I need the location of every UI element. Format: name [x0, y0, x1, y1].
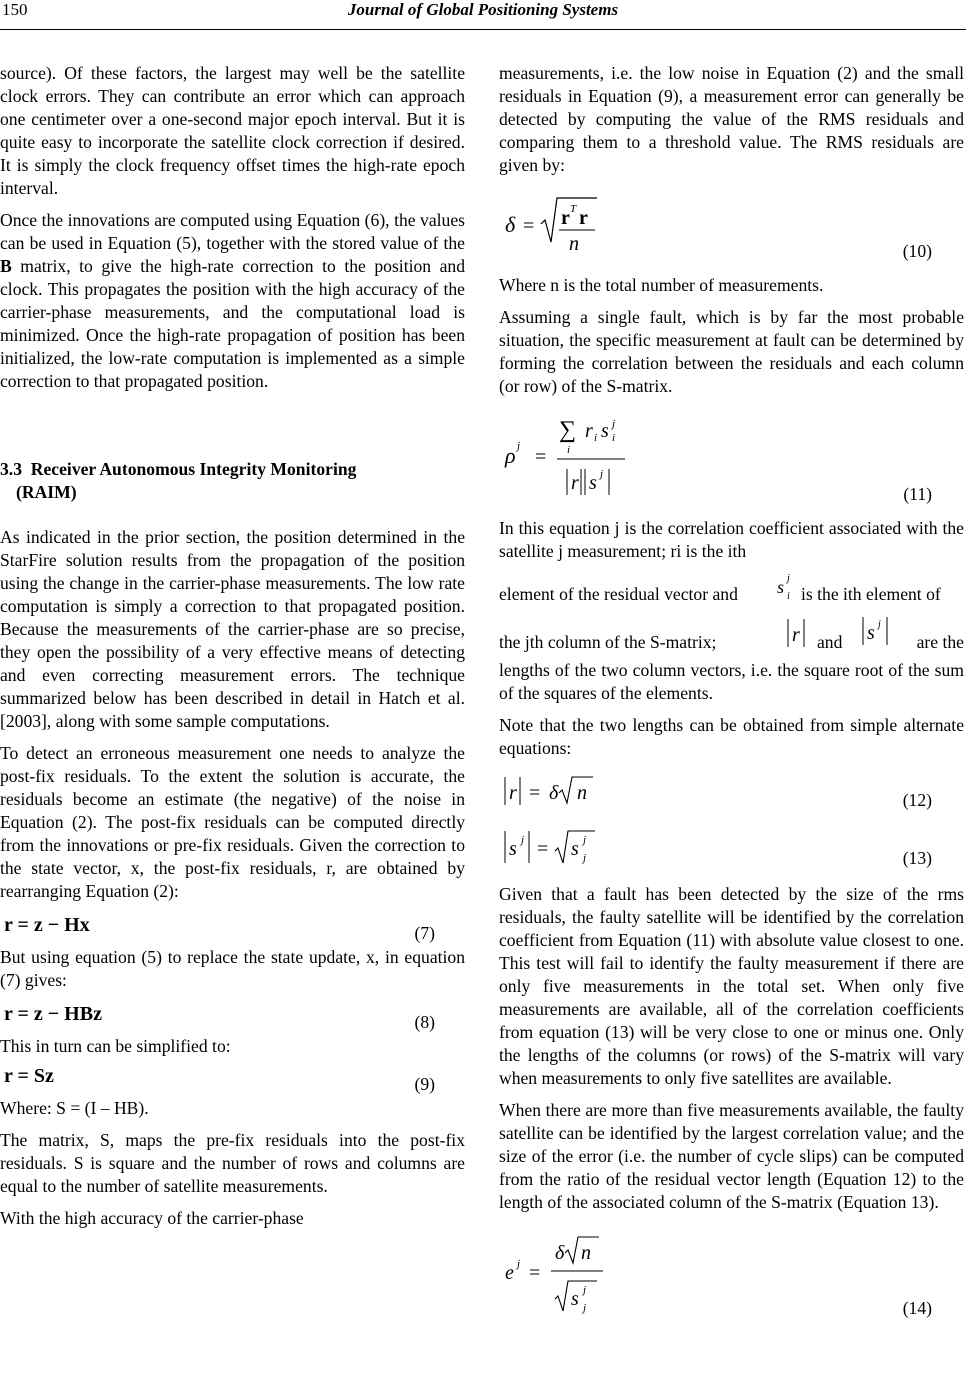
equation-10-formula — [501, 190, 701, 270]
svg-text:j: j — [517, 1258, 521, 1270]
svg-text:s: s — [867, 622, 875, 644]
spacer — [0, 402, 465, 458]
paragraph: lengths of the two column vectors, i.e. the square root of the sum of the squares of the elements. — [499, 660, 964, 703]
equation-13-formula — [501, 825, 661, 877]
svg-text:j: j — [878, 619, 881, 630]
svg-text:s: s — [571, 838, 579, 860]
svg-text:s: s — [777, 577, 785, 597]
svg-text:r: r — [509, 782, 517, 804]
svg-text:=: = — [529, 782, 541, 804]
svg-text:i: i — [612, 432, 616, 444]
svg-text:j: j — [787, 573, 790, 584]
svg-text:s: s — [571, 1288, 579, 1310]
equation-10 — [499, 186, 964, 274]
svg-text:=: = — [535, 446, 547, 468]
svg-text:=: = — [523, 215, 535, 237]
svg-text:s: s — [601, 420, 609, 442]
equation-7 — [0, 912, 465, 946]
equation-14-number: (14) — [902, 1298, 932, 1318]
equation-9-number: (9) — [414, 1074, 435, 1094]
equation-11-formula — [501, 407, 701, 507]
svg-text:=: = — [529, 1262, 541, 1284]
text: the jth column of the S-matrix; — [499, 632, 717, 652]
section-heading — [0, 458, 465, 504]
svg-text:δ: δ — [549, 782, 559, 804]
svg-text:e: e — [505, 1262, 514, 1284]
text: element of the residual vector and — [499, 584, 738, 604]
equation-14 — [499, 1223, 964, 1323]
svg-text:i: i — [567, 444, 571, 456]
svg-text:r: r — [571, 472, 579, 494]
section-title: Receiver Autonomous Integrity Monitoring — [30, 459, 357, 479]
header-rule — [0, 29, 966, 30]
equation-9 — [0, 1063, 465, 1097]
svg-text:n: n — [581, 1242, 591, 1264]
section-number: 3.3 — [0, 459, 22, 479]
svg-text:i: i — [594, 432, 598, 444]
svg-text:r: r — [792, 624, 800, 646]
svg-text:i: i — [787, 591, 790, 602]
text: are the — [916, 632, 964, 652]
equation-12-formula — [501, 771, 661, 815]
svg-text:j: j — [583, 1284, 587, 1296]
paragraph: measurements, i.e. the low noise in Equation (2) and the small residuals in Equation (9), a measurement error can generally be detected by computing the value of the RMS residuals and comparing them to a threshold value. The RMS residuals are given by: — [499, 63, 964, 175]
equation-11-number: (11) — [903, 484, 932, 504]
paragraph: As indicated in the prior section, the position determined in the StarFire solution results from the propagation of the position using the change in the carrier-phase measurements. The low rate computation is simply a correction to that propagated position. Because the measurements of the carrier-phase are so precise, they open the possibility of a very effective means of detecting and even correcting measurement errors. The technique summarized below has been described in detail in Hatch et al. [2003], along with some sample computations. — [0, 527, 465, 731]
equation-7-formula: r = z − Hx — [4, 914, 90, 936]
r-norm-symbol — [782, 615, 812, 655]
text: is the ith element of — [801, 584, 941, 604]
equation-12 — [499, 769, 964, 823]
svg-text:j: j — [521, 834, 525, 846]
equation-8 — [0, 1001, 465, 1035]
svg-text:j: j — [600, 468, 604, 480]
svg-text:∑: ∑ — [559, 417, 577, 443]
matrix-b: B — [0, 256, 12, 276]
paragraph: source). Of these factors, the largest may well be the satellite clock errors. They can contribute an error which can approach one centimeter over a one-second major epoch interval. But it is quite easy to incorporate the satellite clock correction if desired. It is simply the clock frequency offset times the high-rate epoch interval. — [0, 63, 465, 198]
text: Once the innovations are computed using Equation (6), the values can be used in Equation (5), together with the stored value of the — [0, 210, 465, 253]
spacer — [0, 504, 465, 526]
svg-text:r: r — [585, 420, 593, 442]
left-column — [0, 62, 465, 1239]
svg-text:j: j — [583, 1302, 587, 1314]
paragraph: When there are more than five measurements available, the faulty satellite can be identified by the largest correlation value; and the size of the error (i.e. the number of cycle slips) can be computed from the ratio of the residual vector length (Equation 12) to the length of the associated column of the S-matrix (Equation 13). — [499, 1100, 964, 1212]
s-norm-symbol — [859, 613, 895, 653]
svg-text:r: r — [561, 207, 570, 229]
paragraph — [0, 209, 465, 393]
paragraph-line — [499, 611, 964, 659]
svg-text:r: r — [579, 207, 588, 229]
svg-text:T: T — [570, 203, 577, 215]
svg-text:j: j — [612, 418, 616, 430]
paragraph: To detect an erroneous measurement one needs to analyze the post-fix residuals. To the extent the solution is accurate, the residuals become an estimate (the negative) of the noise in Equation (2). The post-fix residuals can be computed directly from the innovations or pre-fix residuals. Given the correction to the state vector, x, the post-fix residuals, r, are obtained by rearranging Equation (2): — [0, 743, 465, 901]
paragraph: With the high accuracy of the carrier-phase — [0, 1208, 304, 1228]
equation-8-number: (8) — [414, 1012, 435, 1032]
equation-8-formula: r = z − HBz — [4, 1003, 102, 1025]
equation-13-number: (13) — [902, 848, 932, 868]
svg-text:δ: δ — [555, 1242, 565, 1264]
paragraph: This in turn can be simplified to: — [0, 1036, 231, 1056]
svg-text:j: j — [583, 852, 587, 864]
svg-text:ρ: ρ — [505, 443, 516, 468]
equation-7-number: (7) — [414, 923, 435, 943]
svg-text:δ: δ — [505, 212, 516, 237]
svg-text:j: j — [583, 834, 587, 846]
paragraph: But using equation (5) to replace the state update, x, in equation (7) gives: — [0, 947, 465, 990]
paragraph: Given that a fault has been detected by the size of the rms residuals, the faulty satellite will be identified by the correlation coefficient from Equation (11) with absolute value closest to one. This test will fail to identify the faulty measurement if there are only five measurements in the total set. When only five measurements are available, all of the correlation coefficients from equation (13) will be very close to one or minus one. Only the lengths of the columns (or rows) of the S-matrix will vary when measurements to only five satellites are available. — [499, 884, 964, 1088]
svg-text:n: n — [577, 782, 587, 804]
svg-text:s: s — [589, 472, 597, 494]
svg-text:=: = — [537, 838, 549, 860]
text: and — [817, 632, 843, 652]
paragraph: In this equation j is the correlation coefficient associated with the satellite j measurement; ri is the ith — [499, 518, 964, 561]
paragraph: Assuming a single fault, which is by far the most probable situation, the specific measurement at fault can be determined by forming the correlation between the residuals and each column (or row) of the S-matrix. — [499, 307, 964, 396]
equation-10-number: (10) — [902, 241, 932, 261]
section-title-cont: (RAIM) — [16, 482, 77, 502]
svg-text:j: j — [517, 440, 521, 452]
paragraph-line — [499, 563, 964, 611]
journal-title: Journal of Global Positioning Systems — [347, 0, 619, 19]
equation-13 — [499, 823, 964, 883]
paragraph: The matrix, S, maps the pre-fix residuals into the post-fix residuals. S is square and the number of rows and columns are equal to the number of satellite measurements. — [0, 1130, 465, 1196]
text: matrix, to give the high-rate correction to the position and clock. This propagates the position with the high accuracy of the carrier-phase measurements, and the computational load is minimized. Once the high-rate propagation of position has been initialized, the low-rate computation is implemented as a simple correction to that propagated position. — [0, 256, 465, 391]
equation-9-formula: r = Sz — [4, 1065, 54, 1087]
paragraph: Note that the two lengths can be obtained from simple alternate equations: — [499, 715, 964, 758]
s-ij-symbol — [773, 569, 799, 605]
page-number: 150 — [2, 0, 28, 19]
equation-11 — [499, 407, 964, 517]
equation-12-number: (12) — [902, 790, 932, 810]
paragraph: Where: S = (I – HB). — [0, 1098, 149, 1118]
paragraph: Where n is the total number of measurements. — [499, 275, 824, 295]
svg-text:n: n — [569, 233, 579, 255]
right-column — [499, 62, 964, 1323]
equation-14-formula — [501, 1229, 681, 1325]
svg-text:s: s — [509, 838, 517, 860]
